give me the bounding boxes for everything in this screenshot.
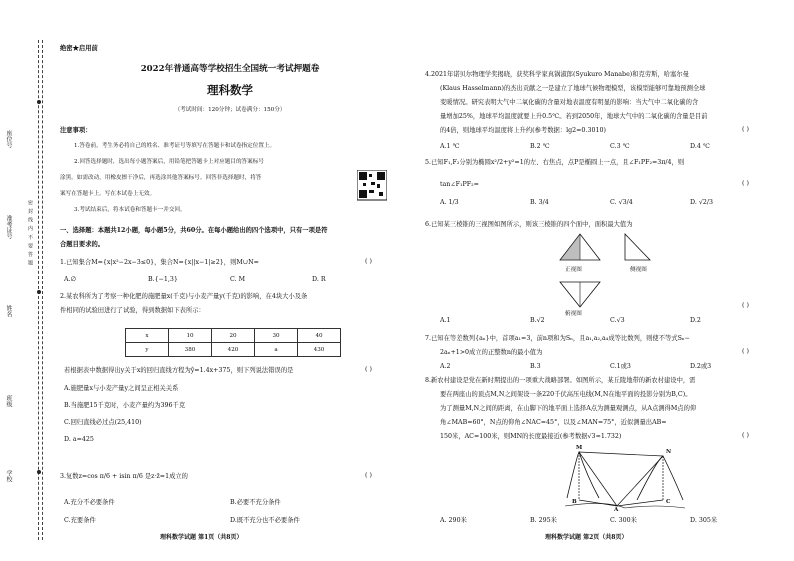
- q4-line-5: 的4倍，则地球平均温度将上升约(参考数据：lg2=0.3010): [440, 127, 606, 134]
- q8-option-a: A. 290米: [440, 517, 467, 524]
- q5-stem-2: tan∠F₁PF₂=: [440, 181, 479, 188]
- binding-hole: [37, 290, 41, 294]
- q3-answer-paren: ( ): [365, 472, 372, 479]
- q2-option-c: C.回归直线必过点(25,410): [64, 419, 142, 426]
- q5-stem-1: 5.已知F₁,F₂分别为椭圆x²/2+y²=1的左、右焦点，点P是椭圆上一点，且∠F₁PF₂=3π/4，则: [425, 159, 685, 166]
- q4-option-a: A.1 ℃: [440, 143, 460, 150]
- page-1-footer: 理科数学试题 第1页（共8页）: [160, 534, 243, 541]
- table-cell: x: [126, 329, 169, 343]
- q2-option-b: B.当施肥15千克时，小麦产量约为396千克: [64, 402, 186, 409]
- q2-option-d: D. a=425: [64, 436, 94, 443]
- table-cell: y: [126, 343, 169, 357]
- q2-stem-1: 2.某农科所为了考察一种化肥的施肥量x(千克)与小麦产量y(千克)的影响，在4块大小及条: [60, 293, 308, 300]
- q2-stem-2: 件相同的试验田进行了试验，得到数据如下表所示：: [60, 307, 205, 314]
- q1-option-d: D. R: [312, 276, 326, 283]
- q2-option-a: A.施肥量x与小麦产量y之间呈正相关关系: [64, 385, 179, 392]
- q1-stem: 1.已知集合M={x|x²−2x−3≤0}，集合N={x||x−1|≥2}，则M∪N=: [60, 259, 259, 266]
- q4-line-3: 变暖情况。研究表明大气中二氧化碳的含量对地表温度有明显的影响：当大气中二氧化碳的含: [440, 99, 699, 106]
- q7-option-c: C.1或3: [610, 363, 631, 370]
- q7-stem-1: 7.已知在等差数列{aₙ}中，首项a₁=3，前n项和为Sₙ，且a₁,a₂,a₄成等比数列，则使不等式Sₙ−: [425, 335, 690, 342]
- table-cell: 420: [212, 343, 255, 357]
- q4-option-b: B.2 ℃: [530, 143, 550, 150]
- q5-answer-paren: ( ): [742, 180, 749, 187]
- admission-number-label: 准考证号: [5, 215, 12, 239]
- q7-answer-paren: ( ): [742, 348, 749, 355]
- q8-label-c: C: [666, 499, 671, 505]
- q8-label-n: N: [666, 449, 672, 455]
- q6-three-view-diagram: [555, 232, 665, 320]
- q6-stem: 6.已知某三棱锥的三视图如图所示，则该三棱锥的四个面中，面积最大值为: [425, 221, 633, 228]
- q4-option-c: C.3 ℃: [610, 143, 630, 150]
- q8-label-b: B: [572, 499, 577, 505]
- exam-info: （考试时间：120分钟；试卷满分：150分）: [174, 107, 286, 113]
- q2-answer-paren: ( ): [365, 366, 372, 373]
- q3-option-b: B.必要不充分条件: [230, 499, 281, 506]
- q8-label-m: M: [576, 445, 583, 451]
- q6-answer-paren: ( ): [742, 302, 749, 309]
- q5-option-d: D. √2/3: [690, 199, 713, 206]
- table-row: [126, 343, 341, 357]
- q3-option-a: A.充分不必要条件: [64, 499, 115, 506]
- section-1-heading: 一、选择题：本题共12小题，每小题5分，共60分。在每小题给出的四个选项中，只有一项是符: [60, 227, 328, 234]
- q5-option-a: A. 1/3: [440, 199, 459, 206]
- table-cell: 30: [255, 329, 298, 343]
- q8-line-3: 为了测量M,N之间的距离，在山脚下的地平面上选择A点为测量观测点，从A点测得M点的仰: [440, 405, 697, 412]
- subject-title: 理科数学: [207, 83, 253, 97]
- q8-line-1: 8.新农村建设是党在新时期提出的一项重大战略部署。如图所示，某丘陵地带的新农村建设中，需: [425, 377, 696, 384]
- q4-line-2: (Klaus Hasselmann)的杰出贡献之一是建立了地球气候物理模型，该模型能够可靠地预测全球: [440, 85, 706, 92]
- q8-label-a: A: [614, 507, 619, 513]
- q2-stem-3: 若根据表中数据得出y关于x的回归直线方程为ŷ=1.4x+375，则下列说法错误的是: [64, 367, 294, 374]
- q6-option-a: A.1: [440, 317, 451, 324]
- q6-top-view-label: 俯视图: [565, 311, 582, 317]
- table-cell: 430: [298, 343, 341, 357]
- table-cell: 20: [212, 329, 255, 343]
- notes-title: 注意事项：: [60, 127, 92, 134]
- note-2c: 案写在答题卡上。写在本试卷上无效。: [60, 191, 156, 197]
- q3-option-d: D.既不充分也不必要条件: [230, 517, 300, 524]
- q5-option-c: C. √3/4: [610, 199, 633, 206]
- q8-option-d: D. 305米: [690, 517, 718, 524]
- binding-hole: [37, 470, 41, 474]
- table-cell: a: [255, 343, 298, 357]
- q8-line-4: 角∠MAB=60°，N点的仰角∠NAC=45°，以及∠MAN=75°，近似测量出AB=: [440, 419, 667, 426]
- q4-line-1: 4.2021年诺贝尔物理学奖揭晓，获奖科学家真锅淑郎(Syukuro Manabe)和克劳斯，哈塞尔曼: [425, 71, 689, 78]
- table-cell: 40: [298, 329, 341, 343]
- q6-option-b: B.√2: [530, 317, 545, 324]
- school-label: 学校: [5, 470, 12, 482]
- seal-notice: 密 封 线 内 不 要 答 题: [27, 200, 33, 267]
- q1-option-a: A.∅: [64, 276, 77, 283]
- note-2b: 涂黑。如需改动，用橡皮擦干净后，再选涂其他答案标号。回答非选择题时，将答: [60, 175, 262, 181]
- seal-line-inner: [42, 40, 43, 540]
- q7-stem-2: 2aₙ+1>0成立的正整数n的最小值为: [440, 349, 543, 356]
- q3-option-c: C.充要条件: [64, 517, 96, 524]
- q5-option-b: B. 3/4: [530, 199, 549, 206]
- q4-answer-paren: ( ): [742, 126, 749, 133]
- note-2: 2.回答选择题时，选出每小题答案后，用铅笔把答题卡上对应题目的答案标号: [74, 159, 264, 165]
- q6-front-view-label: 正视图: [565, 267, 582, 273]
- seat-number-label: 座位号: [5, 130, 12, 148]
- q7-option-d: D.2或3: [690, 363, 712, 370]
- secret-label: 绝密★启用前: [60, 45, 98, 52]
- exam-title: 2022年普通高等学校招生全国统一考试押题卷: [140, 64, 320, 74]
- q6-option-c: C.√3: [610, 317, 625, 324]
- q4-line-4: 量增加25%，地球平均温度就要上升0.5℃。若到2050年，地球大气中的二氧化碳的含量是目前: [440, 113, 708, 120]
- table-row: [126, 329, 341, 343]
- q7-option-a: A.2: [440, 363, 451, 370]
- q4-option-d: D.4 ℃: [690, 143, 710, 150]
- q3-stem: 3.复数z=cos π/6 + isin π/6 是z·z̄=1成立的: [60, 473, 188, 480]
- note-1: 1.答卷前，考生务必将自己的姓名、准考证号等填写在答题卡和试卷指定位置上。: [74, 143, 276, 149]
- q8-answer-paren: ( ): [742, 432, 749, 439]
- q8-option-b: B. 295米: [530, 517, 557, 524]
- section-1-heading-cont: 合题目要求的。: [60, 241, 105, 248]
- binding-hole: [37, 100, 41, 104]
- note-3: 3.考试结束后，将本试卷和答题卡一并交回。: [74, 207, 186, 213]
- q2-data-table: [125, 328, 341, 357]
- q8-line-2: 要在两座山的顶点M,N之间架设一条220千伏高压电线(M,N在地平面的投影分别为B,C)。: [440, 391, 692, 398]
- qr-code-image: [357, 170, 387, 204]
- page-2-footer: 理科数学试题 第2页（共8页）: [545, 534, 628, 541]
- q7-option-b: B.3: [530, 363, 541, 370]
- class-label: 班级: [5, 395, 12, 407]
- name-label: 姓名: [5, 305, 12, 317]
- q6-option-d: D.2: [690, 317, 701, 324]
- table-cell: 10: [169, 329, 212, 343]
- q1-answer-paren: ( ): [365, 258, 372, 265]
- binding-sidebar: [0, 0, 46, 561]
- table-cell: 380: [169, 343, 212, 357]
- q8-option-c: C. 300米: [610, 517, 637, 524]
- q1-option-b: B.{−1,3}: [148, 276, 178, 283]
- q6-side-view-label: 侧视图: [630, 267, 647, 273]
- q8-line-5: 150米，AC=100米，则MN的长度最接近(参考数据√3≈1.732): [440, 433, 622, 440]
- q1-option-c: C. M: [230, 276, 246, 283]
